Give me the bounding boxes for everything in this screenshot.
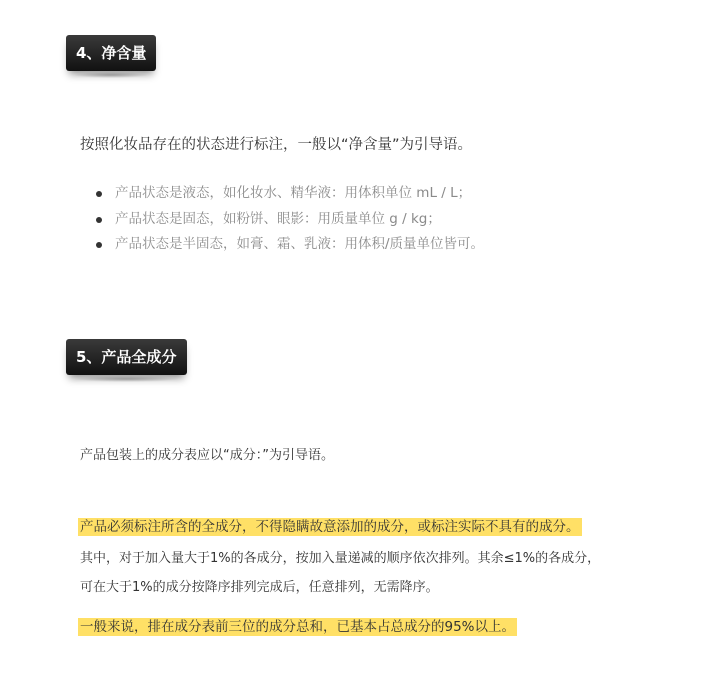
net-content-intro: 按照化妆品存在的状态进行标注，一般以“净含量”为引导语。 [80, 137, 473, 153]
bullet-icon [96, 217, 102, 223]
product-state-list [96, 181, 484, 258]
list-item-text: 产品状态是半固态，如膏、霜、乳液：用体积/质量单位皆可。 [115, 236, 485, 252]
highlighted-note [78, 515, 582, 535]
highlighted-text: 一般来说，排在成分表前三位的成分总和，已基本占总成分的95%以上。 [80, 619, 516, 635]
bullet-icon [96, 191, 102, 197]
list-item-text: 产品状态是液态，如化妆水、精华液：用体积单位 mL / L； [115, 185, 472, 201]
highlighted-text: 产品必须标注所含的全成分，不得隐瞒故意添加的成分，或标注实际不具有的成分。 [80, 519, 580, 535]
section-heading-full-ingredients [66, 339, 187, 375]
section-heading-net-content [66, 35, 156, 71]
section-heading-label: 5、产品全成分 [76, 348, 177, 366]
highlighted-note [78, 615, 517, 635]
list-item [96, 181, 484, 207]
list-item-text: 产品状态是固态，如粉饼、眼影：用质量单位 g / kg； [115, 210, 441, 227]
ingredients-intro: 产品包装上的成分表应以“成分：”为引导语。 [80, 448, 334, 463]
ordering-rule-line: 其中，对于加入量大于1%的各成分，按加入量递减的顺序依次排列。其余≤1%的各成分， [80, 551, 601, 566]
list-item [96, 232, 484, 258]
bullet-icon [96, 242, 102, 248]
section-heading-label: 4、净含量 [76, 44, 147, 62]
list-item [96, 207, 484, 233]
ordering-rule-line: 可在大于1%的成分按降序排列完成后，任意排列，无需降序。 [80, 580, 439, 595]
